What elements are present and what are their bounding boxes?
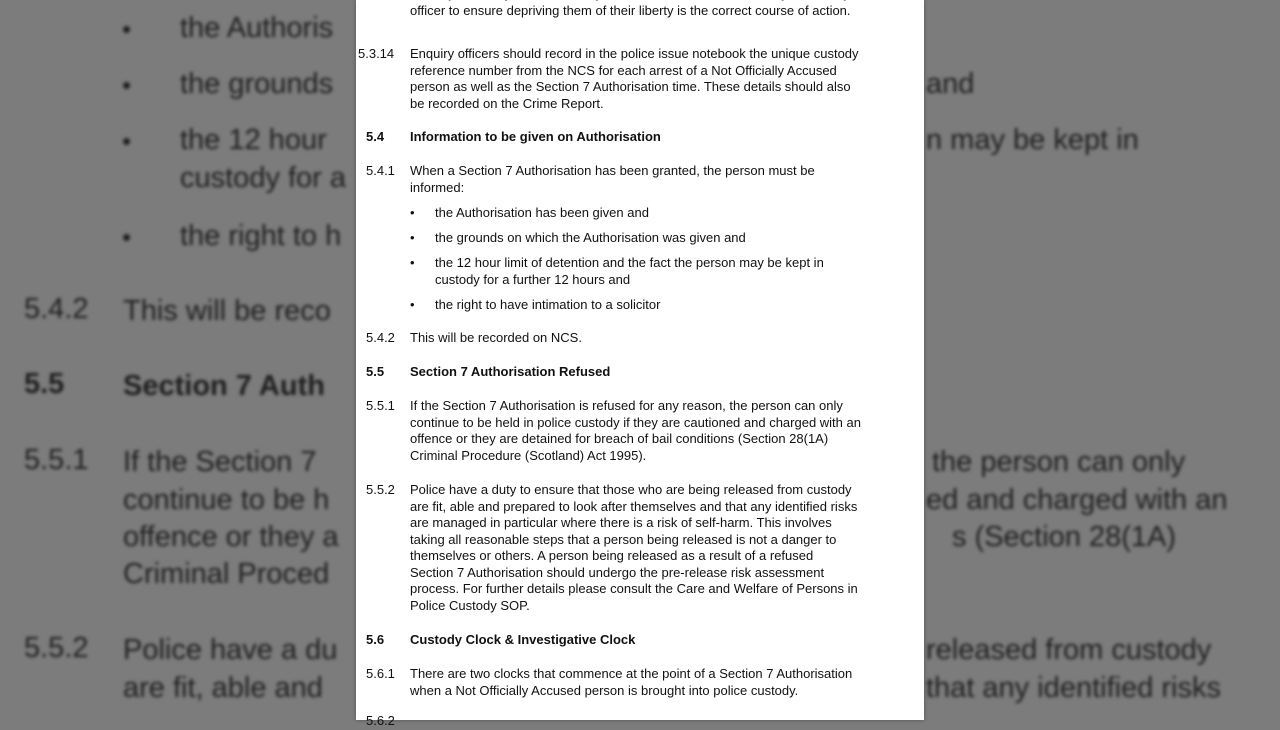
text-line: officer to ensure depriving them of their liberty is the correct course of action. <box>410 2 851 18</box>
text-line: the right to have intimation to a solicitor <box>435 297 661 312</box>
bg-line: This will be reco <box>123 295 331 327</box>
bg-bullet: • <box>122 14 132 44</box>
text-line: Section 7 Authorisation should undergo the pre-release risk assessment <box>410 564 825 580</box>
bg-num: 5.4.2 <box>24 293 89 325</box>
bg-bullet: • <box>122 222 132 252</box>
text-line: If the Section 7 Authorisation is refused for any reason, the person can only <box>410 398 843 413</box>
bg-line: Criminal Proced <box>123 558 330 590</box>
text-line: When a Section 7 Authorisation has been granted, the person must be <box>410 163 815 178</box>
paragraph-number: 5.6.1 <box>366 666 395 681</box>
bg-line: the right to h <box>180 220 342 252</box>
bg-line: are fit, able and <box>123 672 323 704</box>
bg-line: that any identified risks <box>926 672 1221 704</box>
bg-line: Section 7 Auth <box>123 370 325 402</box>
paragraph-number: 5.4.1 <box>366 163 395 178</box>
paragraph-number: 5.5.1 <box>366 398 395 413</box>
text-line: informed: <box>410 179 465 195</box>
bullet: • <box>410 205 415 220</box>
paragraph-number: 5.4.2 <box>366 330 395 345</box>
bg-line: offence or they a <box>123 521 339 553</box>
bullet: • <box>410 230 415 245</box>
text-line: are managed in particular where there is a risk of self-harm. This involves <box>410 515 832 530</box>
bg-line: and <box>926 68 975 100</box>
text-line: when a Not Officially Accused person is brought into police custody. <box>410 682 799 698</box>
text-line: custody for a further 12 hours and <box>435 271 631 287</box>
bullet: • <box>410 255 415 270</box>
text-line: process. For further details please consult the Care and Welfare of Persons in <box>410 581 858 596</box>
bg-num: 5.5.1 <box>24 444 89 476</box>
text-line: reference number from the NCS for each arrest of a Not Officially Accused <box>410 62 837 78</box>
section-title: Custody Clock & Investigative Clock <box>410 632 636 647</box>
text-line: themselves or others. A person being released as a result of a refused <box>410 548 814 563</box>
bg-bullet: • <box>122 126 132 156</box>
bg-num: 5.5 <box>24 368 65 400</box>
bg-line: If the Section 7 <box>123 446 317 478</box>
text-line: This will be recorded on NCS. <box>410 330 582 345</box>
bg-line: the grounds <box>180 68 334 100</box>
paragraph-number: 5.3.14 <box>358 46 395 61</box>
section-number: 5.5 <box>366 364 385 379</box>
text-line: the 12 hour limit of detention and the fact the person may be kept in <box>435 255 824 270</box>
bg-line: Police have a du <box>123 634 338 666</box>
paragraph-number: 5.6.2 <box>366 713 395 728</box>
bg-line: the Authoris <box>180 12 334 44</box>
document-page <box>356 0 924 728</box>
bg-line: s (Section 28(1A) <box>952 521 1177 553</box>
bg-line: custody for a <box>180 162 347 194</box>
bullet: • <box>410 297 415 312</box>
text-line: are fit, able and prepared to look after themselves and that any identified risks <box>410 498 858 514</box>
text-line: taking all reasonable steps that a person being released is not a danger to <box>410 531 837 547</box>
paragraph-number: 5.5.2 <box>366 482 395 497</box>
text-line: Police have a duty to ensure that those who are being released from custody <box>410 482 852 497</box>
text-line: Police Custody SOP. <box>410 597 530 613</box>
bg-line: continue to be h <box>123 484 330 516</box>
section-title: Section 7 Authorisation Refused <box>410 364 611 379</box>
text-line: the grounds on which the Authorisation was given and <box>435 230 746 245</box>
bg-bullet: • <box>122 70 132 100</box>
text-line: There are two clocks that commence at the point of a Section 7 Authorisation <box>410 666 853 681</box>
text-line: the Authorisation has been given and <box>435 205 649 220</box>
bg-line: ed and charged with an <box>926 484 1228 516</box>
section-number: 5.6 <box>366 632 385 647</box>
text-line: Enquiry officers should record in the police issue notebook the unique custody <box>410 46 859 61</box>
text-line: Criminal Procedure (Scotland) Act 1995). <box>410 447 647 463</box>
text-line: be recorded on the Crime Report. <box>410 95 604 111</box>
bg-line: the 12 hour <box>180 124 327 156</box>
bg-num: 5.5.2 <box>24 632 89 664</box>
section-title: Information to be given on Authorisation <box>410 129 661 144</box>
text-line: continue to be held in police custody if they are cautioned and charged with an <box>410 414 861 430</box>
bg-line: the person can only <box>932 446 1186 478</box>
section-number: 5.4 <box>366 129 385 144</box>
bg-line: released from custody <box>926 634 1212 666</box>
text-line: person as well as the Section 7 Authorisation time. These details should also <box>410 79 851 94</box>
bg-line: n may be kept in <box>926 124 1139 156</box>
text-line: offence or they are detained for breach of bail conditions (Section 28(1A) <box>410 431 829 446</box>
